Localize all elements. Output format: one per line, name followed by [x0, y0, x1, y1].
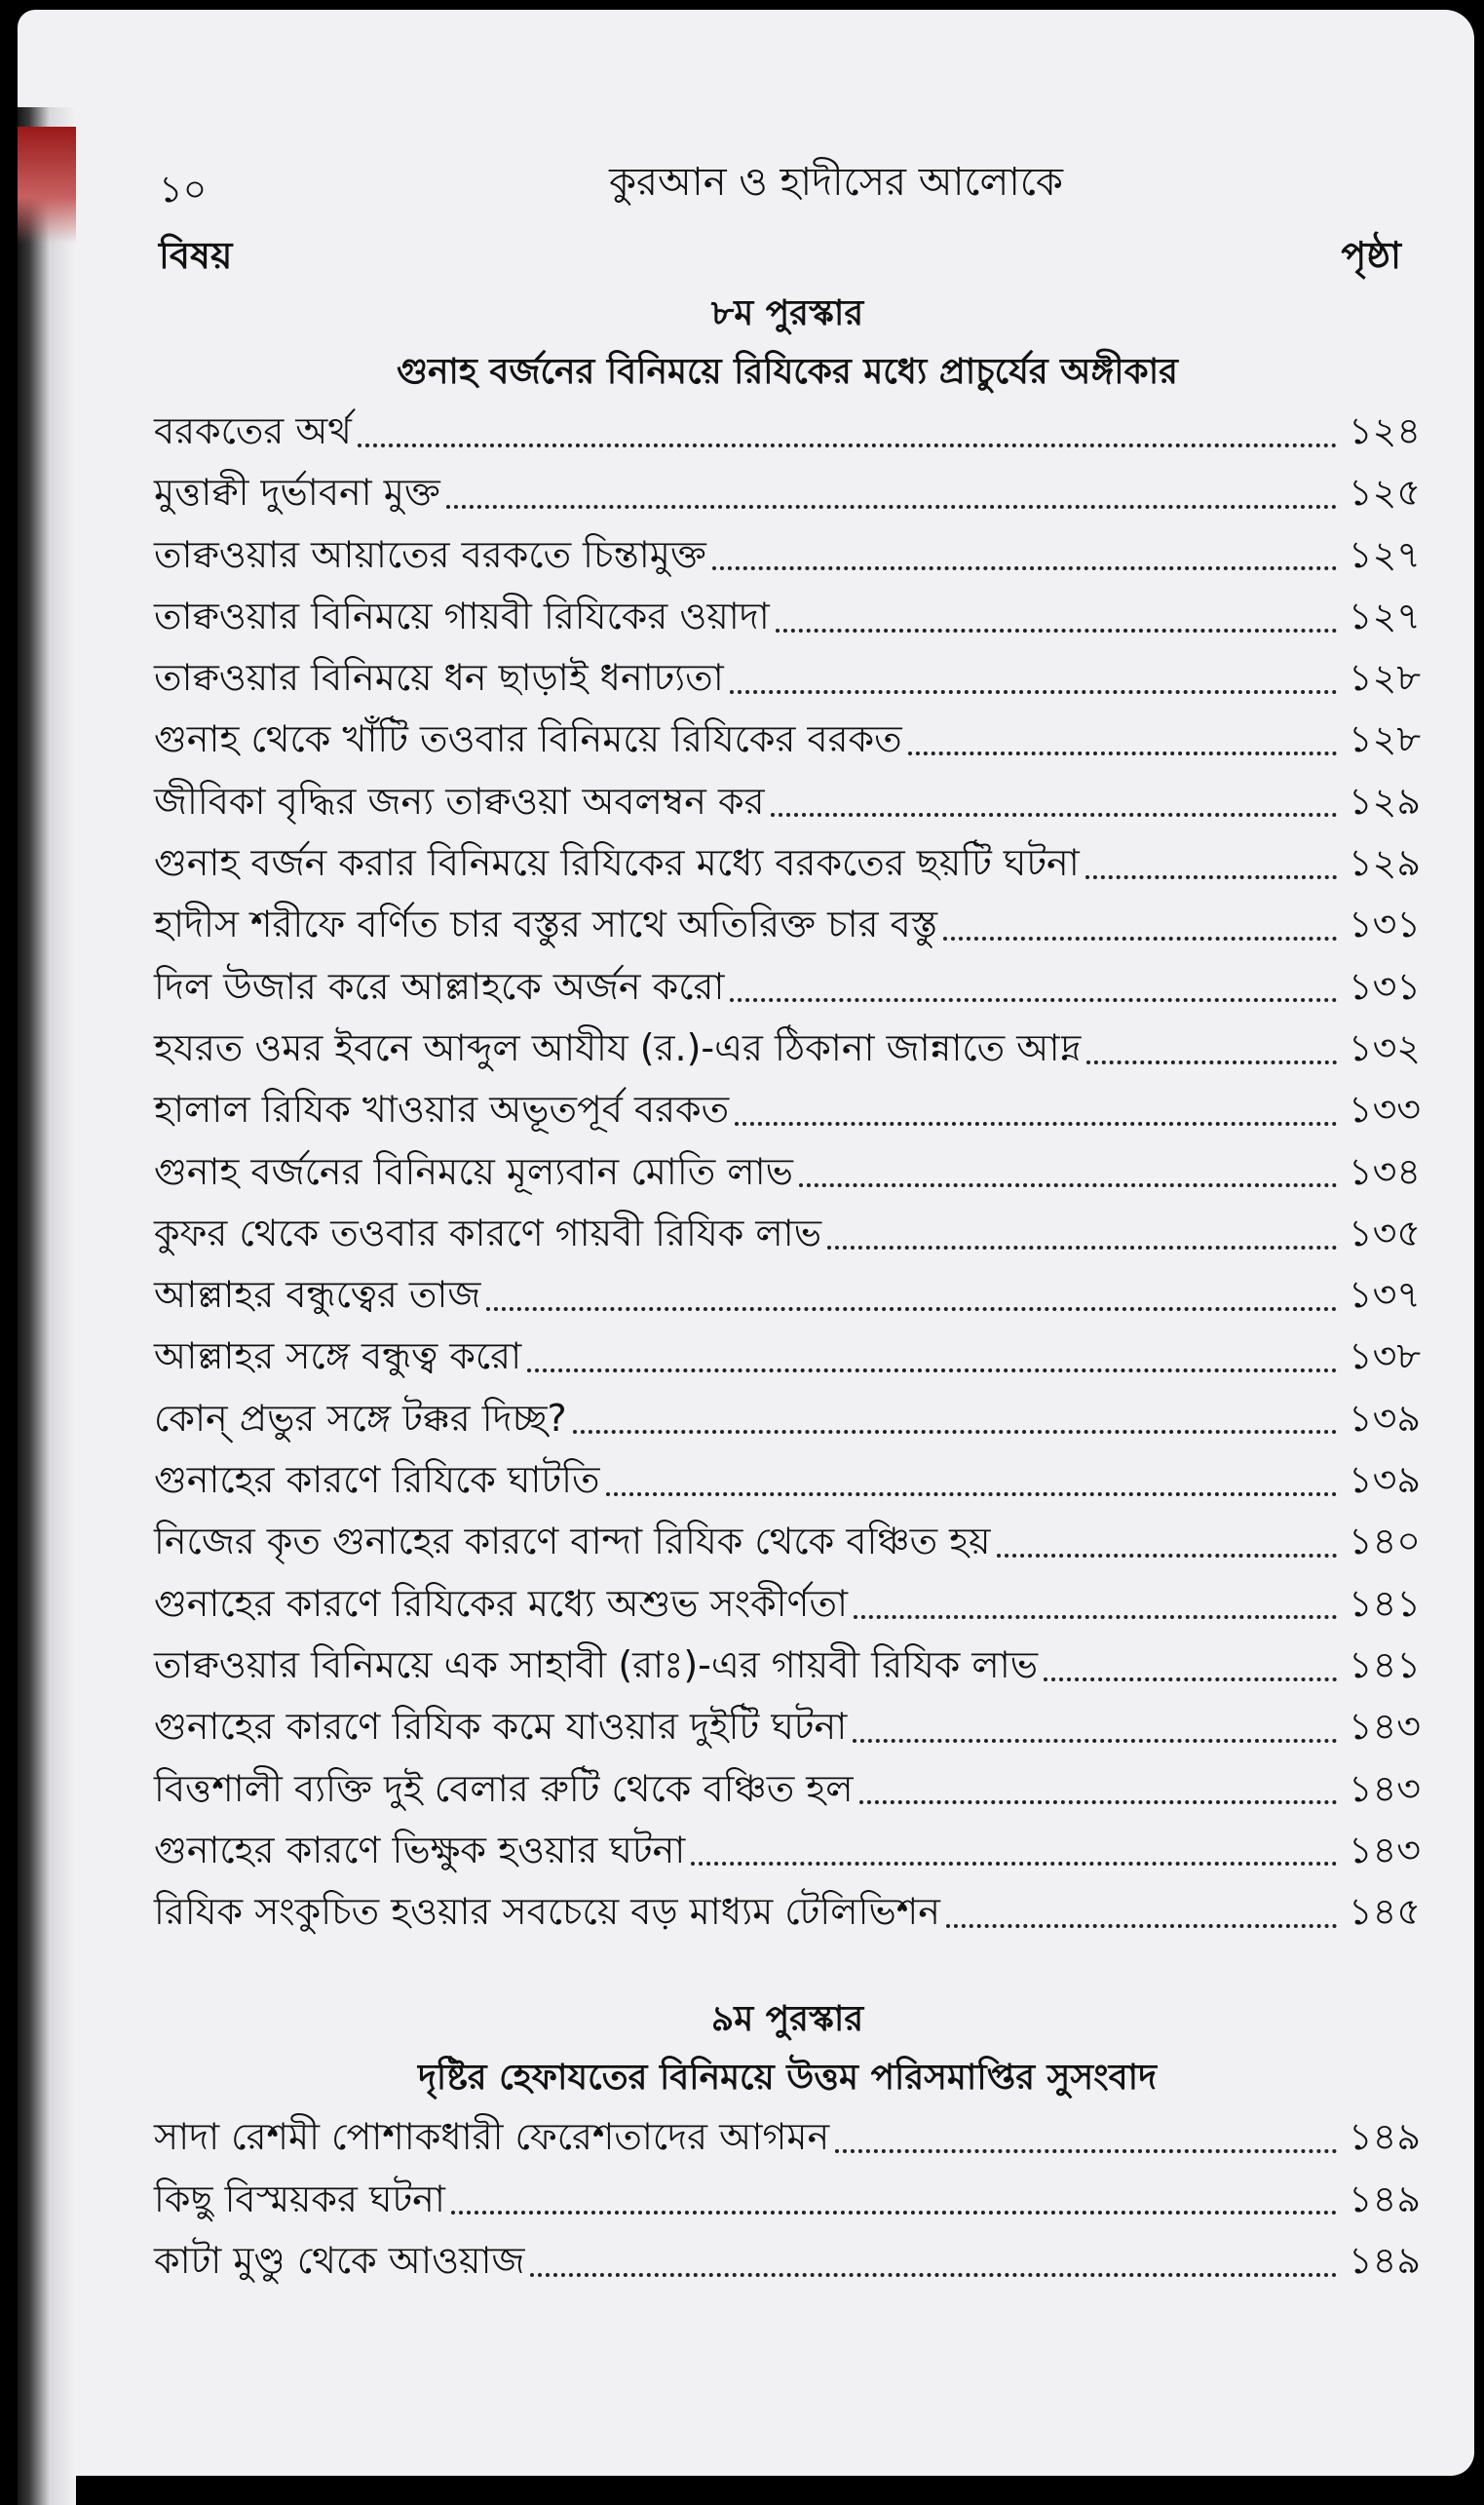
- toc-entry-title: হালাল রিযিক খাওয়ার অভূতপূর্ব বরকত: [154, 1088, 730, 1132]
- dot-leader: [771, 813, 1338, 817]
- toc-entry[interactable]: [154, 1020, 1421, 1081]
- toc-entry[interactable]: [154, 649, 1421, 711]
- dot-leader: [573, 1430, 1337, 1434]
- dot-leader: [358, 443, 1337, 447]
- toc-entry-title: গুনাহের কারণে রিযিকে ঘাটতি: [154, 1458, 600, 1502]
- toc-entry-page: ১৪৩: [1348, 1705, 1421, 1749]
- dot-leader: [1085, 875, 1337, 879]
- toc-entry-title: নিজের কৃত গুনাহের কারণে বান্দা রিযিক থেকে বঞ্চিত হয়: [154, 1520, 991, 1563]
- toc-entry[interactable]: [154, 958, 1421, 1020]
- toc-entry-page: ১৪৯: [1349, 2239, 1421, 2283]
- toc-entry-title: আল্লাহর সঙ্গে বন্ধুত্ব করো: [154, 1334, 522, 1378]
- toc-entry-page: ১২৯: [1348, 841, 1421, 885]
- toc-entry[interactable]: [154, 896, 1421, 957]
- toc-content: [154, 151, 1421, 2293]
- toc-entry-page: ১২৭: [1348, 594, 1421, 637]
- toc-entry-page: ১৩১: [1348, 903, 1421, 946]
- toc-entry-title: গুনাহ থেকে খাঁটি তওবার বিনিময়ে রিযিকের বরকত: [154, 717, 902, 761]
- dot-leader: [712, 566, 1337, 570]
- toc-entry-page: ১৩৪: [1348, 1149, 1421, 1193]
- toc-entry-title: বিত্তশালী ব্যক্তি দুই বেলার রুটি থেকে বঞ্চিত হল: [154, 1766, 854, 1810]
- toc-entry-title: তাক্বওয়ার বিনিময়ে এক সাহাবী (রাঃ)-এর গায়বী রিযিক লাভ: [154, 1642, 1039, 1686]
- toc-entry-title: তাক্বওয়ার বিনিময়ে গায়বী রিযিকের ওয়াদা: [154, 594, 770, 637]
- book-page: [18, 10, 1474, 2476]
- toc-entry[interactable]: [154, 464, 1421, 525]
- dot-leader: [691, 1862, 1337, 1866]
- toc-entry-page: ১৩২: [1348, 1025, 1421, 1069]
- toc-entry-title: কুফর থেকে তওবার কারণে গায়বী রিযিক লাভ: [154, 1211, 822, 1254]
- toc-entry-page: ১৩৯: [1348, 1458, 1421, 1502]
- toc-entry[interactable]: [154, 1143, 1421, 1205]
- toc-entry-title: আল্লাহর বন্ধুত্বের তাজ: [154, 1273, 481, 1317]
- dot-leader: [730, 998, 1337, 1002]
- toc-entry-title: হাদীস শরীফে বর্ণিত চার বস্তুর সাথে অতিরিক্ত চার বস্তু: [154, 903, 938, 946]
- dot-leader: [446, 505, 1337, 509]
- toc-entry-page: ১৪৩: [1348, 1766, 1421, 1810]
- toc-entry[interactable]: [154, 1822, 1421, 1883]
- book-title: কুরআন ও হাদীসের আলোকে: [609, 160, 1063, 205]
- dot-leader: [853, 1739, 1337, 1743]
- column-heading-subject: বিষয়: [159, 234, 233, 277]
- toc-entry[interactable]: [154, 1575, 1421, 1637]
- dot-leader: [946, 1924, 1337, 1928]
- toc-entry-page: ১২৮: [1348, 656, 1421, 700]
- dot-leader: [854, 1615, 1337, 1619]
- toc-entry-page: ১৪৩: [1348, 1828, 1421, 1871]
- toc-entry[interactable]: [154, 834, 1421, 896]
- dot-leader: [799, 1183, 1337, 1187]
- dot-leader: [530, 2273, 1337, 2277]
- toc-entry[interactable]: [154, 1451, 1421, 1513]
- section-heading: ৮ম পুরস্কার: [710, 293, 864, 333]
- dot-leader: [859, 1800, 1337, 1804]
- toc-entry-title: কোন্ প্রভুর সঙ্গে টক্কর দিচ্ছ?: [154, 1396, 567, 1440]
- toc-entry[interactable]: [154, 2171, 1421, 2232]
- column-heading-page: পৃষ্ঠা: [1341, 234, 1401, 277]
- toc-entry-title: তাক্বওয়ার আয়াতের বরকতে চিন্তামুক্ত: [154, 532, 706, 576]
- page-number: ১০: [159, 168, 208, 211]
- toc-entry-title: তাক্বওয়ার বিনিময়ে ধন ছাড়াই ধনাঢ্যতা: [154, 656, 724, 700]
- toc-sections: [154, 286, 1421, 2293]
- dot-leader: [908, 752, 1337, 755]
- toc-entry-title: গুনাহের কারণে রিযিকের মধ্যে অশুভ সংকীর্ণতা: [154, 1581, 849, 1625]
- toc-entry-title: সাদা রেশমী পোশাকধারী ফেরেশতাদের আগমন: [154, 2115, 830, 2159]
- toc-entry[interactable]: [154, 1698, 1421, 1759]
- section-gap: [154, 1945, 1421, 1991]
- dot-leader: [835, 2149, 1337, 2153]
- toc-entry-title: গুনাহ বর্জন করার বিনিময়ে রিযিকের মধ্যে বরকতের ছয়টি ঘটনা: [154, 841, 1080, 885]
- toc-entry-page: ১২৫: [1348, 471, 1421, 515]
- toc-entry[interactable]: [154, 2108, 1421, 2170]
- toc-entry[interactable]: [154, 1328, 1421, 1389]
- running-head: [154, 151, 1421, 219]
- toc-entry-title: গুনাহের কারণে ভিক্ষুক হওয়ার ঘটনা: [154, 1828, 686, 1871]
- toc-entry-page: ১৪৯: [1349, 2115, 1421, 2159]
- toc-entry-page: ১৩৫: [1348, 1211, 1421, 1254]
- toc-entry[interactable]: [154, 773, 1421, 834]
- toc-entry-title: গুনাহ বর্জনের বিনিময়ে মূল্যবান মোতি লাভ: [154, 1149, 793, 1193]
- toc-entry-title: মুত্তাক্বী দুর্ভাবনা মুক্ত: [154, 471, 440, 515]
- toc-entry-title: রিযিক সংকুচিত হওয়ার সবচেয়ে বড় মাধ্যম টেলিভিশন: [154, 1890, 940, 1934]
- toc-entry-page: ১৩১: [1348, 964, 1421, 1008]
- dot-leader: [606, 1492, 1338, 1496]
- toc-entry-page: ১৩৭: [1348, 1273, 1421, 1317]
- toc-entry-page: ১৪০: [1348, 1520, 1421, 1563]
- toc-entry-page: ১৩৩: [1348, 1088, 1421, 1132]
- dot-leader: [1044, 1677, 1337, 1681]
- toc-entry[interactable]: [154, 1266, 1421, 1328]
- dot-leader: [943, 937, 1337, 941]
- book-spine: [18, 107, 76, 2505]
- section-heading: ৯ম পুরস্কার: [710, 1999, 864, 2040]
- toc-entry-title: জীবিকা বৃদ্ধির জন্য তাক্বওয়া অবলম্বন কর: [154, 779, 765, 823]
- dot-leader: [451, 2211, 1337, 2215]
- toc-entry-page: ১৪৯: [1349, 2177, 1421, 2220]
- dot-leader: [827, 1246, 1337, 1250]
- dot-leader: [486, 1307, 1337, 1311]
- toc-entry-page: ১২৪: [1348, 409, 1421, 452]
- dot-leader: [1086, 1060, 1337, 1064]
- toc-entry-title: দিল উজার করে আল্লাহকে অর্জন করো: [154, 964, 725, 1008]
- dot-leader: [735, 1122, 1337, 1126]
- toc-entry-title: কিছু বিস্ময়কর ঘটনা: [154, 2177, 445, 2220]
- toc-entry-page: ১২৭: [1348, 532, 1421, 576]
- toc-entry-title: গুনাহের কারণে রিযিক কমে যাওয়ার দুইটি ঘটনা: [154, 1705, 848, 1749]
- dot-leader: [776, 629, 1337, 633]
- toc-entry-page: ১৪৫: [1349, 1890, 1421, 1934]
- section-subheading: গুনাহ বর্জনের বিনিময়ে রিযিকের মধ্যে প্রাচুর্যের অঙ্গীকার: [397, 352, 1178, 392]
- toc-entry-page: ১২৯: [1348, 779, 1421, 823]
- toc-entry-page: ১৪১: [1349, 1581, 1421, 1625]
- toc-entry[interactable]: [154, 1883, 1421, 1945]
- dot-leader: [527, 1368, 1337, 1372]
- toc-entry[interactable]: [154, 1637, 1421, 1698]
- toc-entry[interactable]: [154, 1513, 1421, 1574]
- toc-entry-title: হযরত ওমর ইবনে আব্দুল আযীয (র.)-এর ঠিকানা জান্নাতে আদ্ন: [154, 1025, 1082, 1069]
- toc-entry[interactable]: [154, 1760, 1421, 1822]
- toc-entry[interactable]: [154, 403, 1421, 464]
- dot-leader: [730, 690, 1337, 694]
- toc-entry[interactable]: [154, 588, 1421, 649]
- toc-entry[interactable]: [154, 1081, 1421, 1142]
- toc-entry-page: ১২৮: [1348, 717, 1421, 761]
- column-headings: [154, 227, 1421, 286]
- section-subheading: দৃষ্টির হেফাযতের বিনিময়ে উত্তম পরিসমাপ্তির সুসংবাদ: [418, 2058, 1157, 2099]
- spine-mark: [18, 127, 76, 244]
- toc-entry-page: ১৩৮: [1348, 1334, 1421, 1378]
- toc-entry[interactable]: [154, 1205, 1421, 1266]
- dot-leader: [997, 1554, 1337, 1558]
- toc-entry[interactable]: [154, 2232, 1421, 2293]
- toc-entry[interactable]: [154, 1390, 1421, 1451]
- toc-entry[interactable]: [154, 526, 1421, 588]
- toc-entry-page: ১৩৯: [1348, 1396, 1421, 1440]
- toc-entry-title: বরকতের অর্থ: [154, 409, 352, 452]
- toc-entry[interactable]: [154, 711, 1421, 772]
- toc-entry-title: কাটা মুণ্ডু থেকে আওয়াজ: [154, 2239, 525, 2283]
- toc-entry-page: ১৪১: [1349, 1642, 1421, 1686]
